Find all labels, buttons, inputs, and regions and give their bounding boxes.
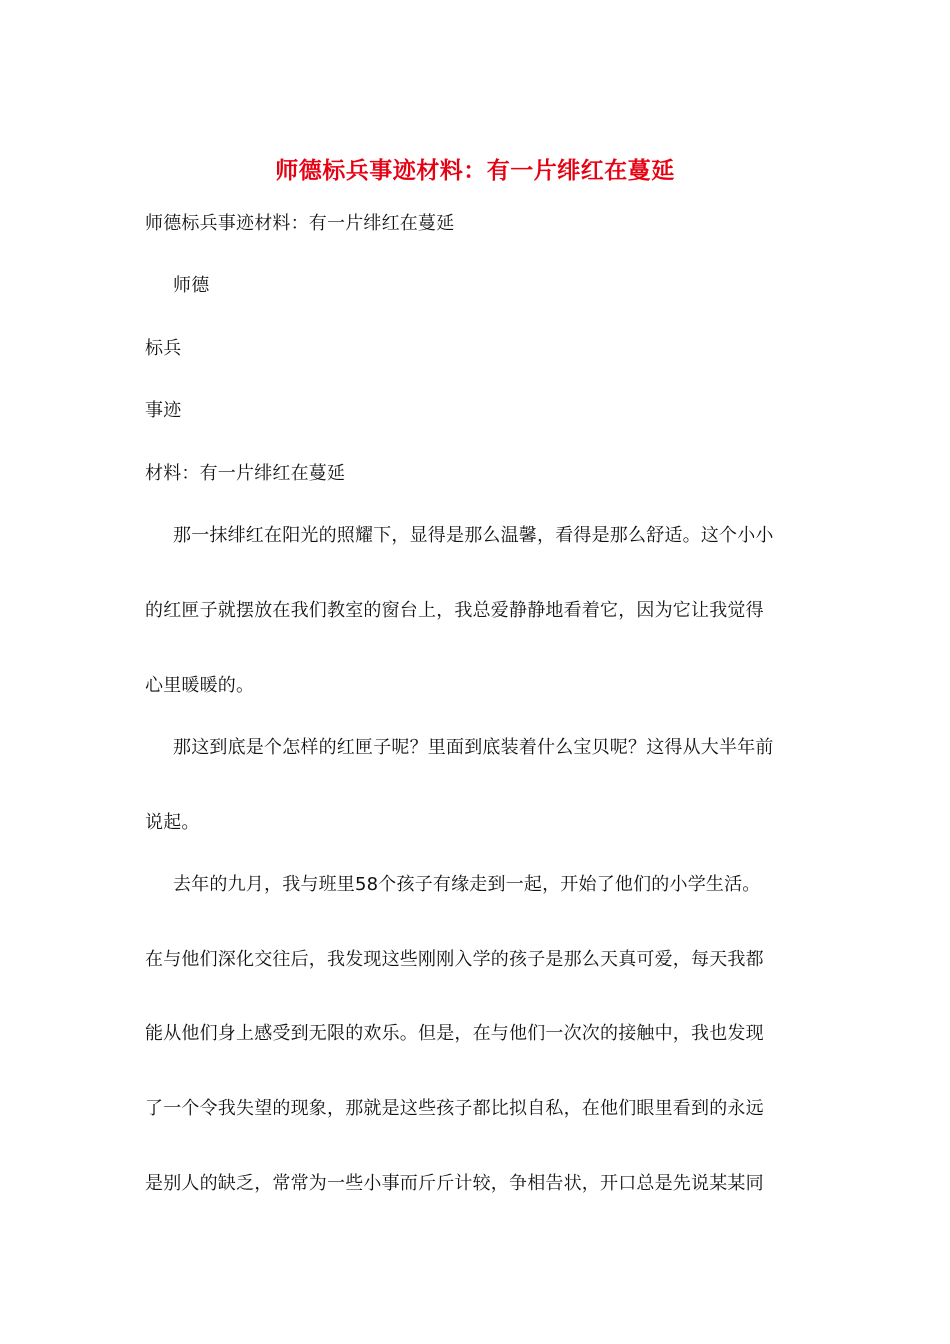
text-line: 材料：有一片绯红在蔓延 — [145, 463, 346, 484]
text-line: 事迹 — [145, 400, 182, 421]
text-line: 师德标兵事迹材料：有一片绯红在蔓延 — [145, 213, 455, 234]
text-line: 标兵 — [145, 338, 182, 359]
paragraph-line: 去年的九月，我与班里58个孩子有缘走到一起，开始了他们的小学生活。 — [173, 874, 761, 895]
paragraph-line: 是别人的缺乏，常常为一些小事而斤斤计较，争相告状，开口总是先说某某同 — [145, 1173, 764, 1194]
paragraph-line: 说起。 — [145, 812, 200, 833]
paragraph-line: 在与他们深化交往后，我发现这些刚刚入学的孩子是那么天真可爱，每天我都 — [145, 949, 764, 970]
paragraph-line: 那这到底是个怎样的红匣子呢？里面到底装着什么宝贝呢？这得从大半年前 — [173, 737, 774, 758]
paragraph-line: 那一抹绯红在阳光的照耀下，显得是那么温馨，看得是那么舒适。这个小小 — [173, 525, 774, 546]
paragraph-line: 能从他们身上感受到无限的欢乐。但是，在与他们一次次的接触中，我也发现 — [145, 1023, 764, 1044]
paragraph-line: 心里暖暖的。 — [145, 675, 255, 696]
document-title: 师德标兵事迹材料：有一片绯红在蔓延 — [275, 157, 675, 184]
paragraph-line: 了一个令我失望的现象，那就是这些孩子都比拟自私，在他们眼里看到的永远 — [145, 1098, 764, 1119]
text-line: 师德 — [173, 275, 210, 296]
paragraph-line: 的红匣子就摆放在我们教室的窗台上，我总爱静静地看着它，因为它让我觉得 — [145, 600, 764, 621]
